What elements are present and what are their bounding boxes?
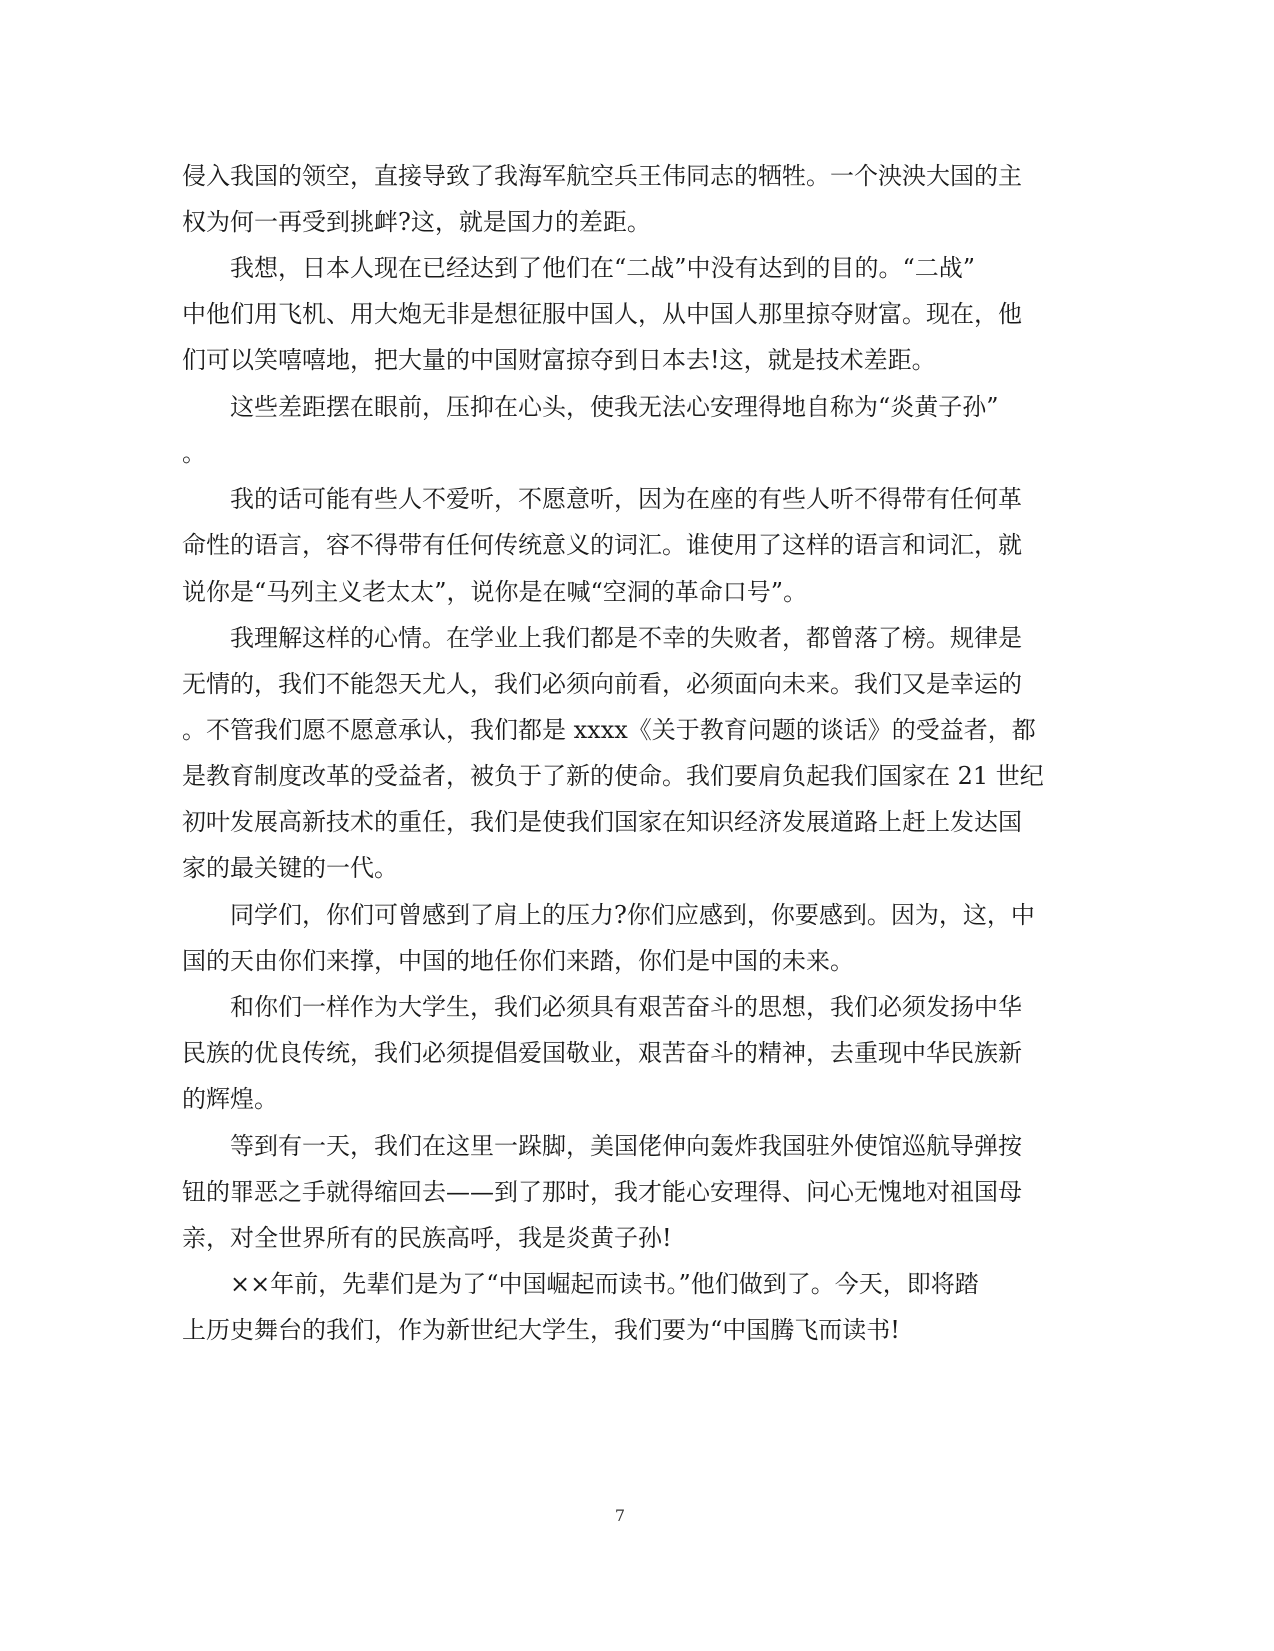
text-line: 无情的，我们不能怨天尤人，我们必须向前看，必须面向未来。我们又是幸运的: [182, 670, 1022, 698]
text-line: 。不管我们愿不愿意承认，我们都是 xxxx《关于教育问题的谈话》的受益者，都: [182, 716, 1036, 744]
text-line: 中他们用飞机、用大炮无非是想征服中国人，从中国人那里掠夺财富。现在，他: [182, 300, 1022, 328]
text-line: 们可以笑嘻嘻地，把大量的中国财富掠夺到日本去!这，就是技术差距。: [182, 346, 936, 374]
text-line: 说你是“马列主义老太太”，说你是在喊“空洞的革命口号”。: [182, 578, 808, 606]
text-line: 钮的罪恶之手就得缩回去——到了那时，我才能心安理得、问心无愧地对祖国母: [182, 1178, 1022, 1206]
text-line: ××年前，先辈们是为了“中国崛起而读书。”他们做到了。今天，即将踏: [230, 1270, 979, 1298]
text-line: 这些差距摆在眼前，压抑在心头，使我无法心安理得地自称为“炎黄子孙”: [230, 393, 999, 421]
text-line: 国的天由你们来撑，中国的地任你们来踏，你们是中国的未来。: [182, 947, 854, 975]
text-line: 民族的优良传统，我们必须提倡爱国敬业，艰苦奋斗的精神，去重现中华民族新: [182, 1039, 1022, 1067]
page-number: 7: [614, 1506, 626, 1525]
text-line: 是教育制度改革的受益者，被负于了新的使命。我们要肩负起我们国家在 21 世纪: [182, 762, 1044, 790]
text-line: 同学们，你们可曾感到了肩上的压力?你们应感到，你要感到。因为，这，中: [230, 901, 1035, 929]
text-line: 初叶发展高新技术的重任，我们是使我们国家在知识经济发展道路上赶上发达国: [182, 808, 1022, 836]
text-line: 家的最关键的一代。: [182, 854, 398, 882]
text-line: 亲，对全世界所有的民族高呼，我是炎黄子孙!: [182, 1224, 672, 1252]
text-line: 和你们一样作为大学生，我们必须具有艰苦奋斗的思想，我们必须发扬中华: [230, 993, 1022, 1021]
text-line: 侵入我国的领空，直接导致了我海军航空兵王伟同志的牺牲。一个泱泱大国的主: [182, 162, 1022, 190]
text-line: 上历史舞台的我们，作为新世纪大学生，我们要为“中国腾飞而读书!: [182, 1316, 900, 1344]
text-line: 我想，日本人现在已经达到了他们在“二战”中没有达到的目的。“二战”: [230, 254, 976, 282]
text-line: 命性的语言，容不得带有任何传统意义的词汇。谁使用了这样的语言和词汇，就: [182, 531, 1022, 559]
text-line: 的辉煌。: [182, 1085, 278, 1113]
text-line: 等到有一天，我们在这里一跺脚，美国佬伸向轰炸我国驻外使馆巡航导弹按: [230, 1132, 1022, 1160]
text-line: 我的话可能有些人不爱听，不愿意听，因为在座的有些人听不得带有任何革: [230, 485, 1022, 513]
text-line: 权为何一再受到挑衅?这，就是国力的差距。: [182, 208, 651, 236]
text-line: 我理解这样的心情。在学业上我们都是不幸的失败者，都曾落了榜。规律是: [230, 624, 1022, 652]
text-line: 。: [182, 439, 206, 467]
